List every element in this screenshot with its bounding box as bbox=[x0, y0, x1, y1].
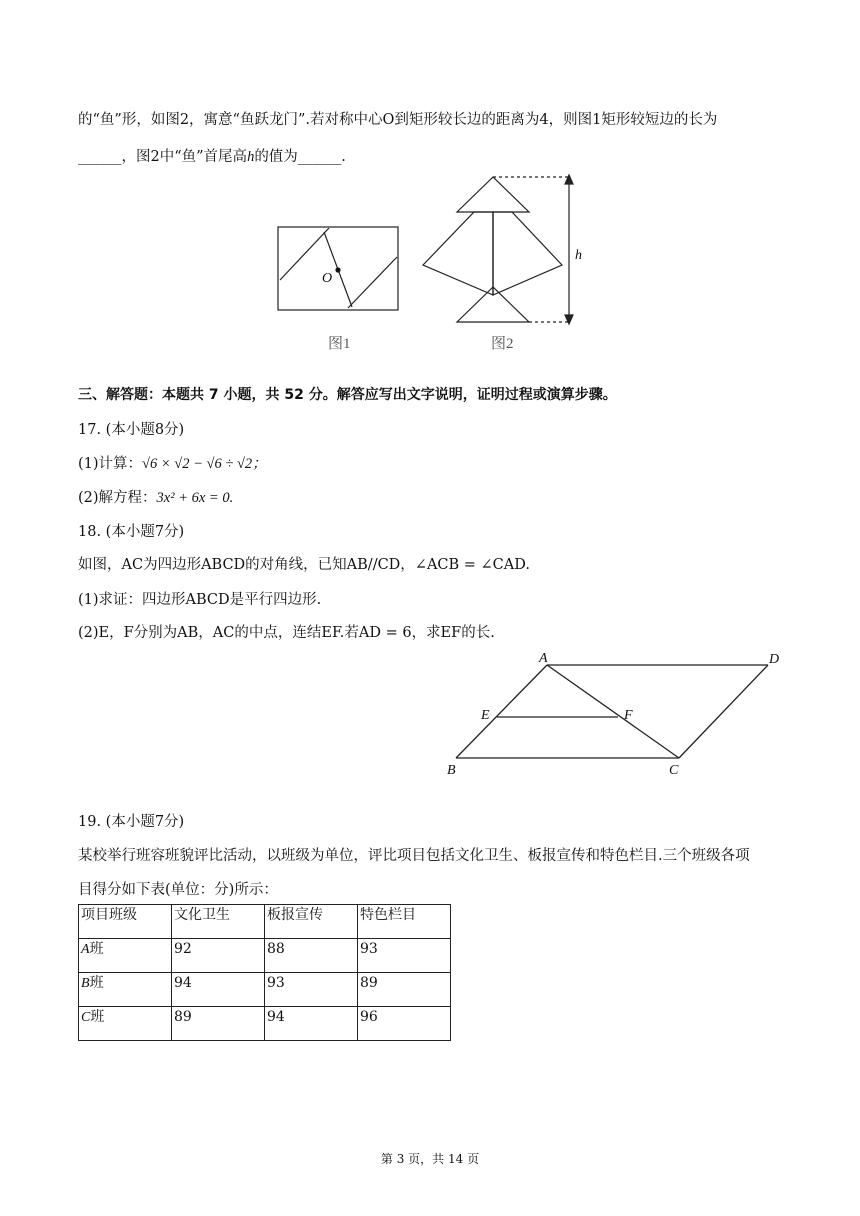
table-cell: 96 bbox=[358, 1007, 451, 1041]
q17-title: 17. (本小题8分) bbox=[78, 422, 185, 438]
parallelogram-diagram bbox=[0, 650, 860, 780]
fig2-top-triangle bbox=[457, 177, 529, 212]
figure-2 bbox=[423, 177, 569, 322]
table-cell-class bbox=[79, 1007, 172, 1041]
fig2-height-arrow bbox=[565, 175, 573, 324]
segment-BA bbox=[456, 665, 547, 758]
table-cell: 89 bbox=[358, 973, 451, 1007]
q19-stem-line-1: 某校举行班容班貌评比活动，以班级为单位，评比项目包括文化卫生、板报宣传和特色栏目.三个班级各项 bbox=[78, 848, 750, 864]
intro-line-2-var: h bbox=[247, 149, 255, 165]
q18-part2: (2)E，F分别为AB，AC的中点，连结EF.若AD = 6，求EF的长. bbox=[78, 625, 495, 641]
table-cell: 89 bbox=[172, 1007, 265, 1041]
table-cell: 93 bbox=[265, 973, 358, 1007]
table-cell: 93 bbox=[358, 939, 451, 973]
table-header-cell: 文化卫生 bbox=[172, 905, 265, 939]
table-cell: 94 bbox=[265, 1007, 358, 1041]
q17-part2-prefix: (2)解方程： bbox=[78, 490, 157, 506]
q18-title: 18. (本小题7分) bbox=[78, 524, 185, 540]
class-letter: C bbox=[81, 1010, 91, 1025]
table-row bbox=[79, 1007, 451, 1041]
table-cell: 88 bbox=[265, 939, 358, 973]
table-row bbox=[79, 973, 451, 1007]
intro-line-2-part2: 的值为______. bbox=[254, 149, 346, 165]
table-row bbox=[79, 939, 451, 973]
intro-line-2-part1: ______，图2中“鱼”首尾高 bbox=[78, 149, 248, 165]
q18-stem: 如图，AC为四边形ABCD的对角线，已知AB//CD，∠ACB = ∠CAD. bbox=[78, 557, 530, 573]
table-cell-class bbox=[79, 939, 172, 973]
q17-part2-expr: 3x² + 6x = 0. bbox=[156, 490, 234, 506]
class-letter: B bbox=[81, 976, 90, 991]
table-header-cell: 项目班级 bbox=[79, 905, 172, 939]
intro-line-1: 的“鱼”形，如图2，寓意“鱼跃龙门”.若对称中心O到矩形较长边的距离为4，则图1矩形较短边的长为 bbox=[78, 112, 718, 128]
q17-part1-prefix: (1)计算： bbox=[78, 456, 143, 472]
class-suffix: 班 bbox=[89, 941, 104, 957]
table-header-cell: 特色栏目 bbox=[358, 905, 451, 939]
q19-title: 19. (本小题7分) bbox=[78, 814, 185, 830]
fig2-height-label: h bbox=[575, 248, 582, 263]
fig1-caption: 图1 bbox=[328, 336, 351, 352]
segment-AC bbox=[547, 665, 679, 758]
table-cell: 92 bbox=[172, 939, 265, 973]
label-F: F bbox=[624, 708, 633, 723]
label-B: B bbox=[447, 763, 456, 778]
section-heading: 三、解答题：本题共 7 小题，共 52 分。解答应写出文字说明，证明过程或演算步骤。 bbox=[78, 387, 617, 403]
class-suffix: 班 bbox=[89, 975, 104, 991]
q18-part1: (1)求证：四边形ABCD是平行四边形. bbox=[78, 592, 322, 608]
class-suffix: 班 bbox=[90, 1009, 105, 1025]
fig1-center-point bbox=[335, 267, 340, 272]
q17-part1 bbox=[78, 454, 267, 474]
fig2-right-fin bbox=[493, 212, 562, 295]
label-D: D bbox=[769, 652, 780, 667]
table-cell: 94 bbox=[172, 973, 265, 1007]
q17-part1-expr: √6 × √2 − √6 ÷ √2； bbox=[142, 456, 267, 472]
fig2-left-fin bbox=[423, 212, 493, 295]
segment-DC bbox=[679, 665, 768, 758]
fig1-cut-line-lower bbox=[348, 257, 397, 308]
fig1-center-label: O bbox=[322, 271, 333, 286]
table-cell-class bbox=[79, 973, 172, 1007]
label-E: E bbox=[481, 708, 490, 723]
fish-figures bbox=[0, 170, 860, 360]
fig2-caption: 图2 bbox=[491, 336, 514, 352]
score-table bbox=[78, 904, 451, 1041]
page-footer: 第 3 页，共 14 页 bbox=[380, 1152, 480, 1166]
q19-stem-line-2: 目得分如下表(单位：分)所示： bbox=[78, 882, 278, 898]
label-C: C bbox=[669, 763, 679, 778]
q17-part2 bbox=[78, 488, 233, 508]
table-header-row bbox=[79, 905, 451, 939]
class-letter: A bbox=[81, 942, 90, 957]
intro-line-2 bbox=[78, 147, 346, 167]
table-header-cell: 板报宣传 bbox=[265, 905, 358, 939]
label-A: A bbox=[539, 651, 548, 666]
